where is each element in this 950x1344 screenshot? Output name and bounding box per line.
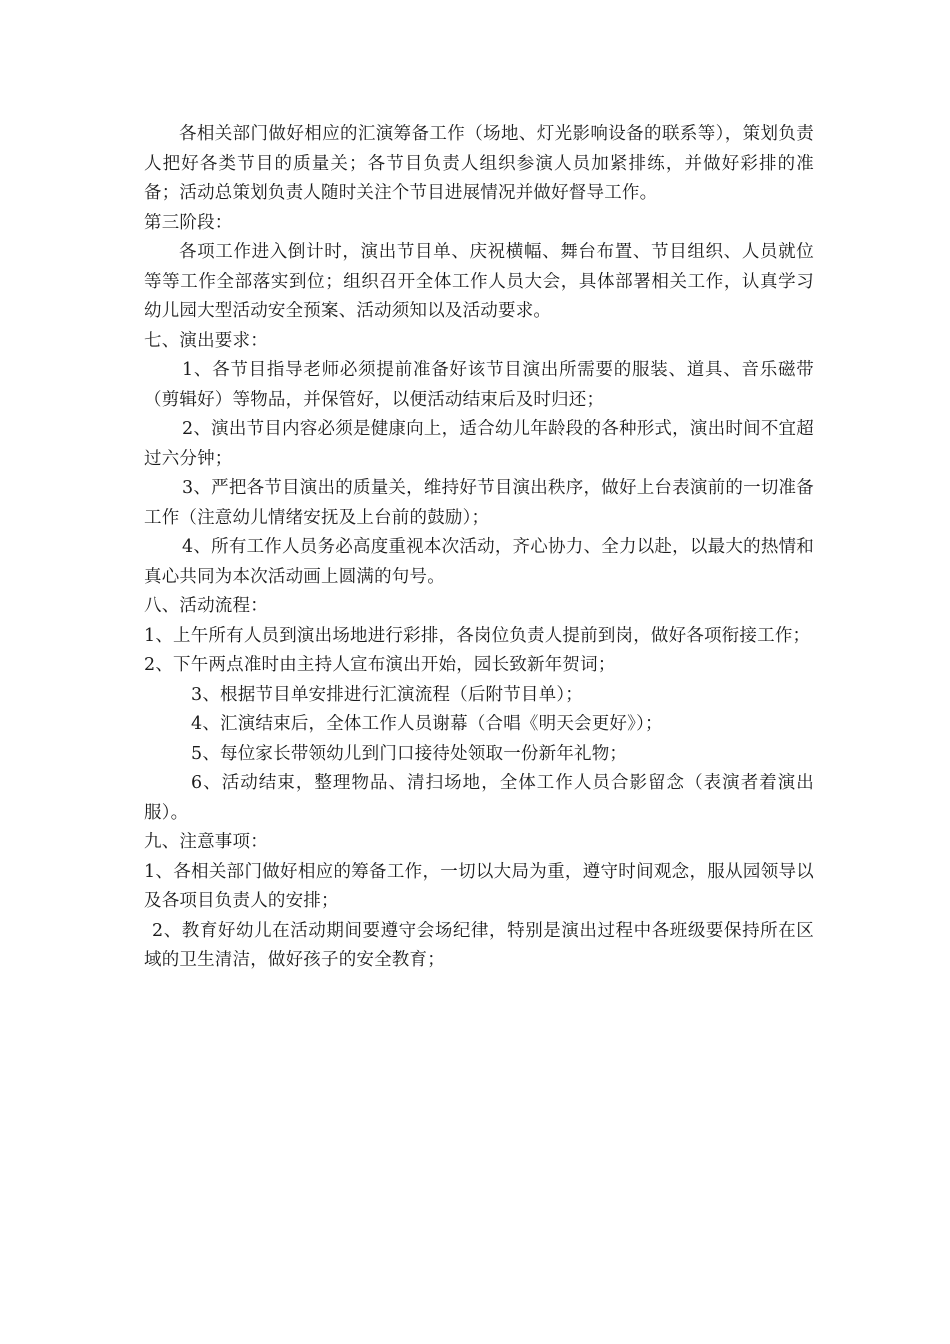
flow-item-6: 6、活动结束，整理物品、清扫场地，全体工作人员合影留念（表演者着演出服）。	[144, 773, 814, 823]
requirement-item-2: 2、演出节目内容必须是健康向上，适合幼儿年龄段的各种形式，演出时间不宜超过六分钟；	[144, 419, 814, 469]
note-item-1: 1、各相关部门做好相应的筹备工作，一切以大局为重，遵守时间观念，服从园领导以及各项目负责人的安排；	[144, 861, 814, 911]
flow-item-2: 2、下午两点准时由主持人宣布演出开始，园长致新年贺词；	[144, 655, 616, 675]
requirement-item-1: 1、各节目指导老师必须提前准备好该节目演出所需要的服装、道具、音乐磁带（剪辑好）等物品，并保管好，以便活动结束后及时归还；	[144, 360, 814, 410]
flow-item-3: 3、根据节目单安排进行汇演流程（后附节目单）；	[191, 684, 583, 705]
flow-item-4: 4、汇演结束后，全体工作人员谢幕（合唱《明天会更好》）；	[191, 714, 663, 734]
requirement-item-4: 4、所有工作人员务必高度重视本次活动，齐心协力、全力以赴，以最大的热情和真心共同为本次活动画上圆满的句号。	[144, 537, 814, 587]
heading-performance-requirements: 七、演出要求：	[144, 330, 268, 351]
flow-item-5: 5、每位家长带领幼儿到门口接待处领取一份新年礼物；	[191, 743, 628, 764]
paragraph-stage-three: 各项工作进入倒计时，演出节目单、庆祝横幅、舞台布置、节目组织、人员就位等等工作全部落实到位；组织召开全体工作人员大会，具体部署相关工作，认真学习幼儿园大型活动安全预案、活动须知以及活动要求。	[144, 242, 814, 321]
heading-activity-flow: 八、活动流程：	[144, 596, 268, 616]
heading-stage-three: 第三阶段：	[144, 212, 233, 233]
note-item-2: 2、教育好幼儿在活动期间要遵守会场纪律，特别是演出过程中各班级要保持所在区域的卫生清洁，做好孩子的安全教育；	[144, 920, 814, 970]
heading-notes: 九、注意事项：	[144, 832, 268, 852]
document-body	[144, 120, 814, 976]
requirement-item-3: 3、严把各节目演出的质量关，维持好节目演出秩序，做好上台表演前的一切准备工作（注意幼儿情绪安抚及上台前的鼓励）；	[144, 478, 814, 528]
paragraph-preparation: 各相关部门做好相应的汇演筹备工作（场地、灯光影响设备的联系等），策划负责人把好各类节目的质量关；各节目负责人组织参演人员加紧排练，并做好彩排的准备；活动总策划负责人随时关注个节目进展情况并做好督导工作。	[144, 124, 814, 203]
flow-item-1: 1、上午所有人员到演出场地进行彩排，各岗位负责人提前到岗，做好各项衔接工作；	[144, 625, 811, 646]
